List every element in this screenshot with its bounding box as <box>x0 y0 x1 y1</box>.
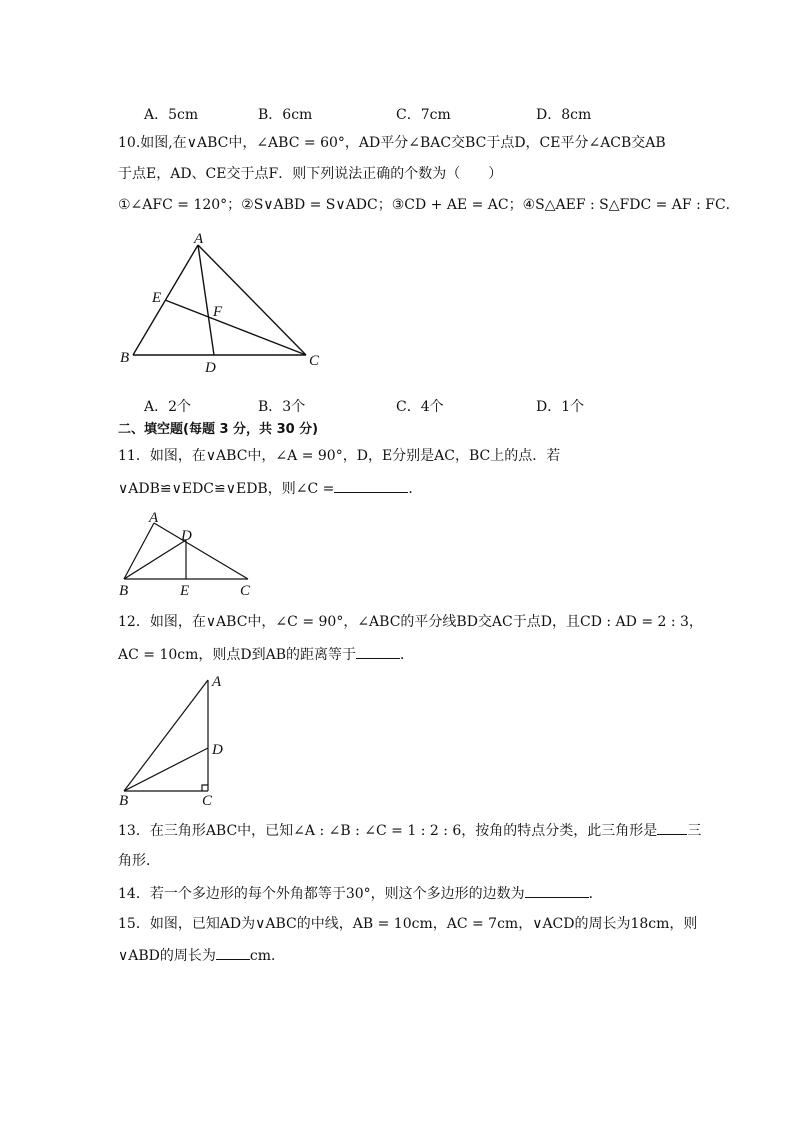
q10-label-b: B <box>120 350 130 366</box>
q11-line-2 <box>118 478 422 499</box>
q11-label-b: B <box>119 583 129 599</box>
q11-line-2-text: ∨ADB≌∨EDC≌∨EDB，则∠C = <box>118 481 335 497</box>
q12-answer-blank[interactable] <box>356 644 400 659</box>
q14-line-1-text: 14．若一个多边形的每个外角都等于30°，则这个多边形的边数为 <box>118 886 525 902</box>
q11-line-2-end: ． <box>408 481 423 497</box>
q12-line-2 <box>118 644 414 665</box>
q13-line-1-end: 三 <box>687 823 702 839</box>
q10-option-c: C．4个 <box>396 399 444 415</box>
q10-option-d: D．1个 <box>536 399 585 415</box>
q13-answer-blank[interactable] <box>657 820 687 835</box>
q12-line-2-text: AC = 10cm，则点D到AB的距离等于 <box>118 647 357 663</box>
q12-label-a: A <box>212 674 222 690</box>
q10-option-b: B．3个 <box>258 399 306 415</box>
q15-answer-blank[interactable] <box>216 945 250 960</box>
q9-option-d: D．8cm <box>536 107 592 123</box>
q11-label-c: C <box>240 583 251 599</box>
q10-line-2: 于点E，AD、CE交于点F．则下列说法正确的个数为（ ） <box>118 166 503 182</box>
q13-line-2: 角形． <box>118 853 160 869</box>
q12-label-c: C <box>202 793 213 809</box>
q15-line-2-end: cm． <box>249 948 285 964</box>
q13-line-1-text: 13．在三角形ABC中，已知∠A : ∠B : ∠C = 1 : 2 : 6，按角的特点分类，此三角形是 <box>118 823 658 839</box>
q11-label-a: A <box>149 510 159 526</box>
q10-label-e: E <box>152 290 162 306</box>
q11-label-e: E <box>180 583 190 599</box>
q11-line-1: 11．如图，在∨ABC中，∠A = 90°，D，E分别是AC，BC上的点．若 <box>118 448 561 464</box>
q12-line-1: 12．如图，在∨ABC中，∠C = 90°，∠ABC的平分线BD交AC于点D，且CD : AD = 2 : 3， <box>118 614 703 630</box>
q15-line-2-text: ∨ABD的周长为 <box>118 948 216 964</box>
q11-answer-blank[interactable] <box>334 478 408 493</box>
q12-line-2-end: ． <box>400 647 415 663</box>
q14-answer-blank[interactable] <box>525 883 589 898</box>
q13-line-1 <box>118 820 701 841</box>
q14-line-1-end: ． <box>588 886 603 902</box>
q10-line-1: 10.如图,在∨ABC中，∠ABC = 60°，AD平分∠BAC交BC于点D，CE平分∠ACB交AB <box>118 135 666 151</box>
q12-label-d: D <box>212 742 223 758</box>
section-title: 二、填空题(每题 3 分，共 30 分) <box>118 422 319 437</box>
q14-line-1 <box>118 883 603 904</box>
q11-label-d: D <box>181 528 192 544</box>
q15-line-2 <box>118 945 285 966</box>
q12-label-b: B <box>119 793 129 809</box>
q9-option-c: C．7cm <box>396 107 451 123</box>
q10-label-a: A <box>194 231 204 247</box>
q10-label-f: F <box>213 304 223 320</box>
q10-label-d: D <box>205 360 216 376</box>
q10-label-c: C <box>309 353 320 369</box>
q9-option-a: A．5cm <box>144 107 199 123</box>
q9-option-b: B．6cm <box>258 107 313 123</box>
q15-line-1: 15．如图，已知AD为∨ABC的中线，AB = 10cm，AC = 7cm，∨ACD的周长为18cm，则 <box>118 916 698 932</box>
q10-option-a: A．2个 <box>144 399 192 415</box>
q10-line-3: ①∠AFC = 120°；②S∨ABD = S∨ADC；③CD + AE = AC；④S△AEF : S△FDC = AF : FC． <box>118 197 740 213</box>
